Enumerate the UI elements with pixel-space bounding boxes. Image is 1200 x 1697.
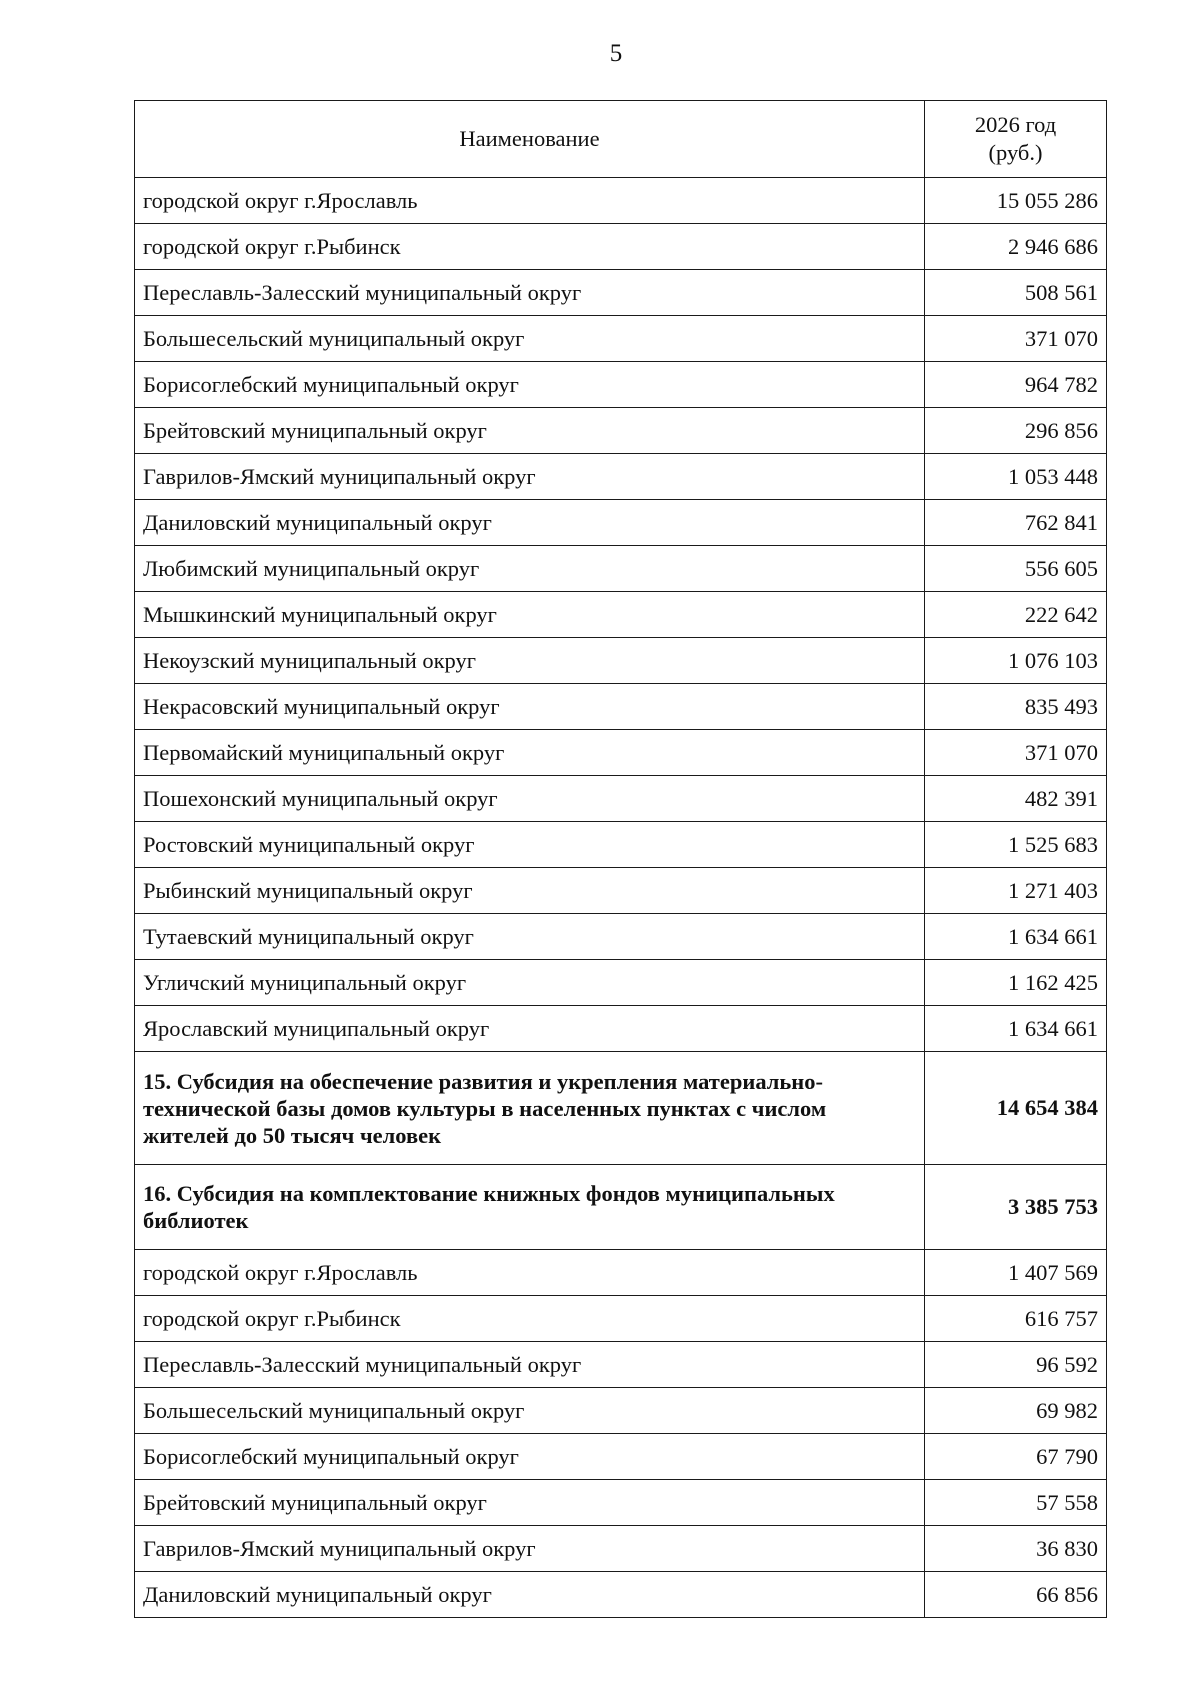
table-row (135, 316, 1107, 362)
row-name: Большесельский муниципальный округ (135, 1388, 925, 1434)
row-name: Тутаевский муниципальный округ (135, 914, 925, 960)
row-name: городской округ г.Рыбинск (135, 1296, 925, 1342)
table-row (135, 868, 1107, 914)
row-name: Переславль-Залесский муниципальный округ (135, 1342, 925, 1388)
table-row (135, 1480, 1107, 1526)
row-name: городской округ г.Рыбинск (135, 224, 925, 270)
table-row (135, 1296, 1107, 1342)
row-name: Гаврилов-Ямский муниципальный округ (135, 454, 925, 500)
row-name: Первомайский муниципальный округ (135, 730, 925, 776)
row-value: 67 790 (925, 1434, 1107, 1480)
table-row (135, 1434, 1107, 1480)
section-16-value: 3 385 753 (925, 1165, 1107, 1250)
section-15-row (135, 1052, 1107, 1165)
table-row (135, 362, 1107, 408)
row-name: Рыбинский муниципальный округ (135, 868, 925, 914)
header-name: Наименование (135, 101, 925, 178)
page-number: 5 (609, 40, 623, 67)
table-row (135, 454, 1107, 500)
table-row (135, 1572, 1107, 1618)
row-value: 1 634 661 (925, 1006, 1107, 1052)
header-value: 2026 год (руб.) (925, 101, 1107, 178)
row-value: 371 070 (925, 316, 1107, 362)
row-value: 556 605 (925, 546, 1107, 592)
row-value: 482 391 (925, 776, 1107, 822)
row-value: 57 558 (925, 1480, 1107, 1526)
table-header-row (135, 101, 1107, 178)
row-value: 1 634 661 (925, 914, 1107, 960)
row-name: Гаврилов-Ямский муниципальный округ (135, 1526, 925, 1572)
row-value: 1 076 103 (925, 638, 1107, 684)
subsidy-table (134, 100, 1107, 1618)
rows-group-a (135, 178, 1107, 1052)
row-name: Борисоглебский муниципальный округ (135, 362, 925, 408)
row-name: Ярославский муниципальный округ (135, 1006, 925, 1052)
row-name: Брейтовский муниципальный округ (135, 1480, 925, 1526)
table-row (135, 408, 1107, 454)
row-name: Борисоглебский муниципальный округ (135, 1434, 925, 1480)
row-value: 15 055 286 (925, 178, 1107, 224)
row-name: Любимский муниципальный округ (135, 546, 925, 592)
row-name: Пошехонский муниципальный округ (135, 776, 925, 822)
row-name: Мышкинский муниципальный округ (135, 592, 925, 638)
row-value: 835 493 (925, 684, 1107, 730)
section-16-title: 16. Субсидия на комплектование книжных фондов муниципальных библиотек (135, 1165, 925, 1250)
row-name: Даниловский муниципальный округ (135, 500, 925, 546)
row-name: городской округ г.Ярославль (135, 178, 925, 224)
row-name: Некоузский муниципальный округ (135, 638, 925, 684)
row-name: Большесельский муниципальный округ (135, 316, 925, 362)
table-row (135, 178, 1107, 224)
row-name: городской округ г.Ярославль (135, 1250, 925, 1296)
table-row (135, 822, 1107, 868)
row-name: Брейтовский муниципальный округ (135, 408, 925, 454)
row-value: 616 757 (925, 1296, 1107, 1342)
row-value: 2 946 686 (925, 224, 1107, 270)
row-value: 964 782 (925, 362, 1107, 408)
row-value: 222 642 (925, 592, 1107, 638)
table-row (135, 914, 1107, 960)
table-row (135, 1526, 1107, 1572)
row-value: 508 561 (925, 270, 1107, 316)
row-value: 66 856 (925, 1572, 1107, 1618)
rows-group-b (135, 1250, 1107, 1618)
row-value: 96 592 (925, 1342, 1107, 1388)
row-value: 1 271 403 (925, 868, 1107, 914)
row-value: 1 407 569 (925, 1250, 1107, 1296)
table-row (135, 546, 1107, 592)
table-row (135, 684, 1107, 730)
row-value: 762 841 (925, 500, 1107, 546)
row-value: 1 053 448 (925, 454, 1107, 500)
row-value: 1 162 425 (925, 960, 1107, 1006)
table-row (135, 592, 1107, 638)
table-row (135, 638, 1107, 684)
table-row (135, 1342, 1107, 1388)
row-name: Угличский муниципальный округ (135, 960, 925, 1006)
table-row (135, 1250, 1107, 1296)
table-row (135, 776, 1107, 822)
row-name: Переславль-Залесский муниципальный округ (135, 270, 925, 316)
table-row (135, 1388, 1107, 1434)
section-15-value: 14 654 384 (925, 1052, 1107, 1165)
table-row (135, 960, 1107, 1006)
table-row (135, 270, 1107, 316)
row-name: Некрасовский муниципальный округ (135, 684, 925, 730)
table-row (135, 1006, 1107, 1052)
row-value: 1 525 683 (925, 822, 1107, 868)
table-row (135, 500, 1107, 546)
table-row (135, 730, 1107, 776)
table-row (135, 224, 1107, 270)
row-value: 36 830 (925, 1526, 1107, 1572)
row-name: Ростовский муниципальный округ (135, 822, 925, 868)
row-name: Даниловский муниципальный округ (135, 1572, 925, 1618)
row-value: 296 856 (925, 408, 1107, 454)
row-value: 371 070 (925, 730, 1107, 776)
row-value: 69 982 (925, 1388, 1107, 1434)
section-16-row (135, 1165, 1107, 1250)
section-15-title: 15. Субсидия на обеспечение развития и укрепления материально-технической базы домов культуры в населенных пунктах с числом жителей до 50 тысяч человек (135, 1052, 925, 1165)
